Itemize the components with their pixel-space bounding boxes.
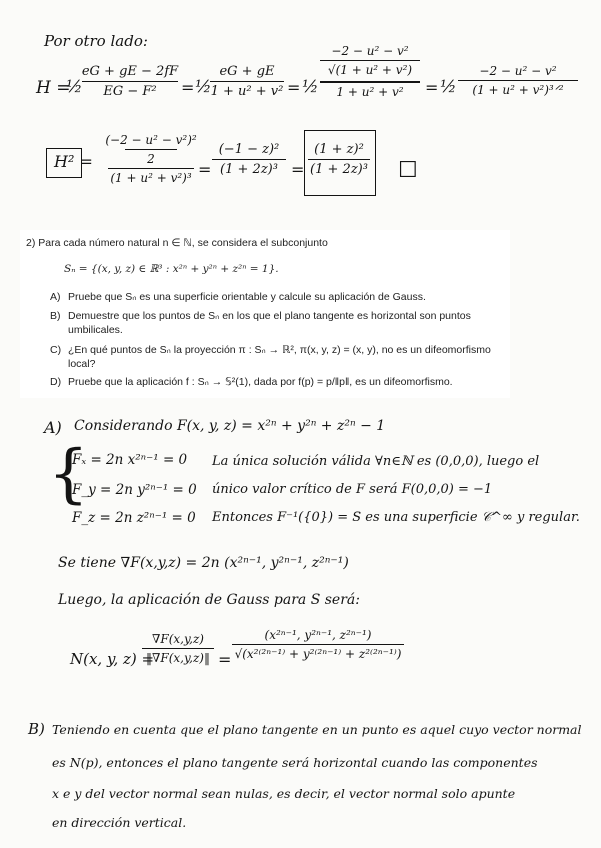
half-4: ½: [440, 77, 457, 97]
partA-label: A): [44, 418, 62, 437]
H-lhs: H =: [36, 78, 71, 98]
fraction-g1: [105, 133, 197, 185]
N-eq: =: [218, 650, 232, 669]
f1-den: EG − F²: [103, 84, 157, 99]
f2-den: 1 + u² + v²: [210, 84, 284, 99]
N-lhs: N(x, y, z) =: [70, 650, 155, 668]
system-text-3: Entonces F⁻¹({0}) = S es una superficie 𝒞^∞ y regular.: [212, 510, 580, 525]
N-f2-num: (x²ⁿ⁻¹, y²ⁿ⁻¹, z²ⁿ⁻¹): [264, 628, 372, 642]
system-text-1: La única solución válida ∀n∈ℕ es (0,0,0), luego el: [212, 454, 540, 469]
partB-line-2: es N(p), entonces el plano tangente será horizontal cuando las componentes: [52, 755, 538, 770]
partB-label: B): [28, 720, 45, 738]
partB-line-4: en dirección vertical.: [52, 815, 187, 830]
N-f1-num: ∇F(x,y,z): [152, 632, 204, 646]
system-eq-3: F_z = 2n z²ⁿ⁻¹ = 0: [72, 510, 196, 526]
partB-line-3: x e y del vector normal sean nulas, es decir, el vector normal solo apunte: [52, 786, 516, 801]
system-eq-1: Fₓ = 2n x²ⁿ⁻¹ = 0: [72, 452, 188, 468]
g1-num-inner: (−2 − u² − v²)²: [105, 133, 197, 147]
fraction-g3: [308, 142, 370, 177]
g3-den: (1 + 2z)³: [310, 162, 368, 177]
f3-den: 1 + u² + v²: [336, 85, 404, 99]
half-3: ½: [302, 77, 319, 97]
item-d-text: Pruebe que la aplicación f : Sₙ → 𝕊²(1), dada por f(p) = p/‖p‖, es un difeomorfismo.: [68, 376, 453, 388]
partB-line-1: Teniendo en cuenta que el plano tangente en un punto es aquel cuyo vector normal: [52, 722, 582, 737]
half-2: ½: [195, 77, 212, 97]
gauss-map-intro: Luego, la aplicación de Gauss para S será:: [58, 592, 360, 608]
eq-4: =: [198, 160, 212, 179]
fraction-2: [210, 64, 284, 99]
N-fraction-2: [232, 628, 404, 661]
eq-5: =: [291, 160, 305, 179]
fraction-3: [320, 44, 420, 99]
system-brace: {: [48, 437, 89, 511]
f3-num-top: −2 − u² − v²: [331, 44, 409, 58]
eq-2: =: [287, 78, 301, 97]
g3-num: (1 + z)²: [314, 142, 364, 157]
item-a-text: Pruebe que Sₙ es una superficie orientable y calcule su aplicación de Gauss.: [68, 291, 426, 303]
heading-por-otro-lado: Por otro lado:: [44, 32, 148, 50]
problem-intro: 2) Para cada número natural n ∈ ℕ, se considera el subconjunto: [26, 237, 328, 249]
gradient-line: Se tiene ∇F(x,y,z) = 2n (x²ⁿ⁻¹, y²ⁿ⁻¹, z²ⁿ⁻¹): [58, 555, 349, 571]
f3-num-bot: √(1 + u² + v²): [327, 63, 413, 77]
g1-den: (1 + u² + v²)³: [110, 171, 192, 185]
f2-num: eG + gE: [219, 64, 275, 79]
N-f2-den: √(x²⁽²ⁿ⁻¹⁾ + y²⁽²ⁿ⁻¹⁾ + z²⁽²ⁿ⁻¹⁾): [234, 647, 402, 661]
qed-square: ☐: [398, 158, 418, 183]
item-b-label: B): [50, 310, 61, 322]
item-c-text: ¿En qué puntos de Sₙ la proyección π : Sₙ → ℝ², π(x, y, z) = (x, y), no es un difeomorfismo: [68, 344, 491, 356]
f4-den: (1 + u² + v²)³ᐟ²: [472, 83, 564, 97]
partA-considerando: Considerando F(x, y, z) = x²ⁿ + y²ⁿ + z²ⁿ − 1: [74, 418, 386, 434]
f4-num: −2 − u² − v²: [479, 64, 557, 78]
item-b-text2: umbilicales.: [68, 324, 123, 336]
item-a-label: A): [50, 291, 61, 303]
item-c-text2: local?: [68, 358, 96, 370]
g1-num-den: 2: [147, 152, 155, 166]
item-b-text: Demuestre que los puntos de Sₙ en los que el plano tangente es horizontal son puntos: [68, 310, 471, 322]
H2-lhs: H² =: [54, 152, 93, 171]
item-c-label: C): [50, 344, 62, 356]
system-eq-2: F_y = 2n y²ⁿ⁻¹ = 0: [72, 482, 197, 498]
N-f1-den: ‖∇F(x,y,z)‖: [146, 651, 210, 665]
N-fraction-1: [142, 632, 214, 665]
g2-den: (1 + 2z)³: [220, 162, 278, 177]
fraction-4: [458, 64, 578, 97]
eq-3: =: [425, 78, 439, 97]
item-d-label: D): [50, 376, 62, 388]
set-definition: Sₙ = {(x, y, z) ∈ ℝ³ : x²ⁿ + y²ⁿ + z²ⁿ = 1}.: [64, 263, 279, 275]
eq-1: =: [181, 78, 195, 97]
g2-num: (−1 − z)²: [218, 142, 280, 157]
fraction-1: [82, 64, 178, 99]
half-1: ½: [66, 77, 83, 97]
fraction-g2: [212, 142, 286, 177]
problem-statement: [20, 230, 510, 398]
f1-num: eG + gE − 2fF: [81, 64, 179, 79]
system-text-2: único valor crítico de F será F(0,0,0) = −1: [212, 482, 493, 497]
